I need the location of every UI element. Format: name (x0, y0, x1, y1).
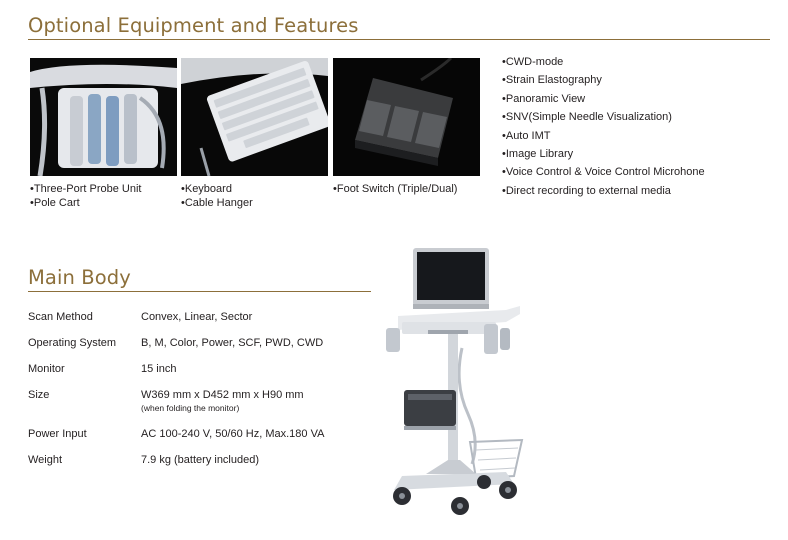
probe-unit-caption-2: •Pole Cart (30, 197, 80, 209)
spec-value: Convex, Linear, Sector (141, 311, 253, 323)
keyboard-caption-2: •Cable Hanger (181, 197, 253, 209)
spec-value: 7.9 kg (battery included) (141, 454, 260, 466)
section-title-main-body: Main Body (28, 266, 131, 289)
feature-item: •Auto IMT (502, 129, 551, 142)
keyboard-photo (181, 58, 328, 176)
ultrasound-cart-photo (376, 244, 528, 520)
probe-unit-photo (30, 58, 177, 176)
spec-label: Scan Method (28, 311, 93, 323)
spec-label: Operating System (28, 337, 117, 349)
spec-label: Power Input (28, 428, 87, 440)
spec-label: Monitor (28, 363, 65, 375)
spec-value: AC 100-240 V, 50/60 Hz, Max.180 VA (141, 428, 325, 440)
spec-label: Size (28, 389, 50, 401)
feature-item: •Image Library (502, 148, 574, 161)
keyboard-caption-1: •Keyboard (181, 183, 232, 195)
feature-item: •CWD-mode (502, 56, 564, 68)
probe-unit-caption-1: •Three-Port Probe Unit (30, 183, 142, 195)
feature-item: •Panoramic View (502, 92, 586, 105)
feature-item: •Direct recording to external media (502, 184, 671, 197)
spec-note: (when folding the monitor) (141, 403, 240, 413)
feature-item: •SNV(Simple Needle Visualization) (502, 111, 672, 124)
section-rule-main-body (28, 291, 371, 292)
feature-item: •Voice Control & Voice Control Microhone (502, 166, 705, 179)
spec-value: B, M, Color, Power, SCF, PWD, CWD (141, 337, 324, 349)
spec-value: 15 inch (141, 363, 177, 375)
section-rule-optional (28, 39, 770, 40)
feature-list (502, 53, 705, 200)
section-title-optional: Optional Equipment and Features (28, 14, 359, 37)
spec-value: W369 mm x D452 mm x H90 mm (141, 389, 304, 401)
feature-item: •Strain Elastography (502, 74, 602, 87)
foot-switch-photo (333, 58, 480, 176)
spec-label: Weight (28, 454, 63, 466)
foot-switch-caption-1: •Foot Switch (Triple/Dual) (333, 183, 458, 195)
